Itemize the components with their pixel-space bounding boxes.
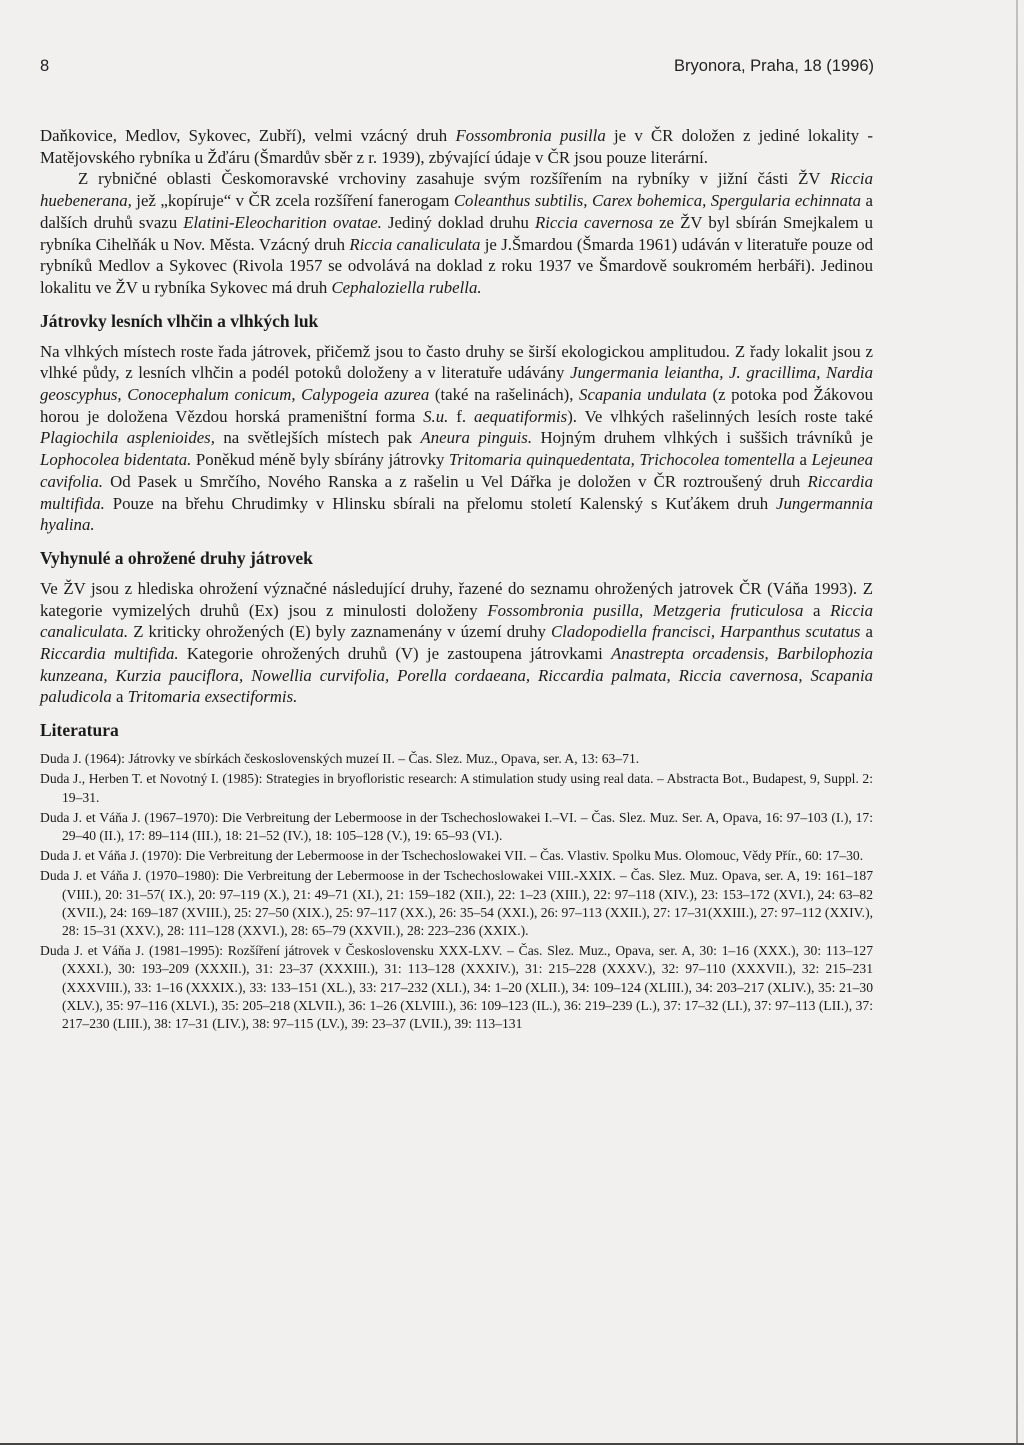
taxon-name: Jungermannia hyalina. xyxy=(40,493,873,535)
taxon-name: Riccia canaliculata xyxy=(349,234,481,254)
taxon-name: Cladopodiella francisci, Harpanthus scutatus xyxy=(550,622,861,642)
text-run: (také na rašelinách), xyxy=(429,385,580,405)
paragraph xyxy=(40,341,873,536)
running-header xyxy=(40,57,874,81)
paragraph xyxy=(40,168,873,298)
text-run: a xyxy=(111,687,128,707)
text-run: je v ČR doložen z jediné lokality - Matějovského rybníka u Žďáru (Šmardův sběr z r. 1939), zbývající údaje v ČR jsou pouze literární. xyxy=(40,126,873,167)
taxon-name: Coleanthus subtilis, Carex bohemica, Spergularia echinnata xyxy=(453,191,862,211)
taxon-name: Riccia cavernosa xyxy=(535,212,653,232)
text-run: Pouze na břehu Chrudimky v Hlinsku sbírali na přelomu století Kalenský s Kuťákem druh xyxy=(104,493,777,513)
section-heading: Játrovky lesních vlhčin a vlhkých luk xyxy=(40,310,319,331)
text-run: Daňkovice, Medlov, Sykovec, Zubří), velmi vzácný druh xyxy=(40,126,456,145)
paragraph xyxy=(40,125,873,168)
paragraph xyxy=(40,578,873,708)
taxon-name: Tritomaria exsectiformis. xyxy=(127,687,298,707)
text-run: Z rybničné oblasti Českomoravské vrchoviny zasahuje svým rozšířením na rybníky v jižní části ŽV xyxy=(78,169,831,189)
text-run: Z kriticky ohrožených (E) byly zaznamenány v území druhy xyxy=(128,622,551,642)
taxon-name: Riccardia multifida. xyxy=(40,644,179,664)
reference-item: Duda J. et Váňa J. (1967–1970): Die Verbreitung der Lebermoose in der Tschechoslowakei I.–VI. – Čas. Slez. Muz. Ser. A, Opava, 16: 97–103 (I.), 17: 29–40 (II.), 17: 89–114 (III.), 18: 21–52 (IV.), 18: 105–128 (V.), 19: 65–93 (VI.). xyxy=(40,809,873,843)
taxon-name: Fossombronia pusilla, Metzgeria fruticulosa xyxy=(487,600,804,620)
taxon-name: Riccardia multifida. xyxy=(40,471,873,513)
reference-item: Duda J. (1964): Játrovky ve sbírkách československých muzeí II. – Čas. Slez. Muz., Opava, ser. A, 13: 63–71. xyxy=(40,751,640,767)
taxon-name: Plagiochila asplenioides, xyxy=(40,428,215,448)
taxon-name: Aneura pinguis. xyxy=(420,428,533,448)
reference-item: Duda J. et Váňa J. (1981–1995): Rozšíření játrovek v Československu XXX-LXV. – Čas. Slez. Muz., Opava, ser. A, 30: 1–16 (XXX.), 30: 113–127 (XXXI.), 30: 193–209 (XXXII.), 31: 23–37 (XXXIII.), 31: 113–128 (XXXIV.), 31: 215–228 (XXXV.), 32: 97–110 (XXXVII.), 32: 215–231 (XXXVIII.), 33: 1–16 (XXXIX.), 33: 133–151 (XL.), 33: 217–232 (XLI.), 34: 1–20 (XLII.), 34: 109–124 (XLIII.), 34: 203–217 (XLIV.), 35: 21–30 (XLV.), 35: 97–116 (XLVI.), 35: 205–218 (XLVII.), 36: 1–26 (XLVIII.), 36: 109–123 (IL.), 36: 219–239 (L.), 37: 17–32 (LI.), 37: 97–113 (LII.), 37: 217–230 (LIII.), 38: 17–31 (LIV.), 38: 97–115 (LV.), 39: 23–37 (LVII.), 39: 113–131 xyxy=(40,943,873,1032)
taxon-name: Elatini-Eleocharition ovatae. xyxy=(183,212,382,232)
article-body xyxy=(40,125,873,1035)
page-edge-shadow xyxy=(1016,0,1018,1445)
taxon-name: Jungermania leiantha, J. gracillima, Nardia geoscyphus, Conocephalum conicum, Calypogeia azurea xyxy=(40,363,873,405)
text-run: Ve ŽV jsou z hlediska ohrožení význačné následující druhy, řazené do seznamu ohrožených jatrovek ČR (Váňa 1993). Z kategorie vymizelých druhů (Ex) jsou z minulosti doloženy xyxy=(40,578,873,620)
text-run: na světlejších místech pak xyxy=(214,428,421,448)
text-run: jež „kopíruje“ v ČR zcela rozšíření fanerogam xyxy=(131,191,454,211)
text-run: Jediný doklad druhu xyxy=(381,212,536,232)
taxon-name: Lophocolea bidentata. xyxy=(40,450,192,470)
taxon-name: S.u. xyxy=(423,406,449,426)
text-run: f. xyxy=(448,406,474,426)
taxon-name: Riccia canaliculata. xyxy=(40,600,873,642)
taxon-name: Riccia huebenerana, xyxy=(40,169,873,211)
taxon-name: Fossombronia pusilla xyxy=(455,126,606,145)
text-run: Na vlhkých místech roste řada játrovek, přičemž jsou to často druhy se širší ekologickou amplitudou. Z řady lokalit jsou z vlhké půdy, z lesních vlhčin a podél potoků doloženy a v literatuře udávány xyxy=(40,341,873,383)
page-number: 8 xyxy=(40,57,50,75)
text-run: a dalších druhů svazu xyxy=(40,191,873,232)
text-run: a xyxy=(860,622,873,642)
reference-list xyxy=(40,750,873,1033)
reference-item: Duda J. et Váňa J. (1970): Die Verbreitung der Lebermoose in der Tschechoslowakei VII. – Čas. Vlastiv. Spolku Mus. Olomouc, Vědy Přír., 60: 17–30. xyxy=(40,848,864,864)
text-run: a xyxy=(794,450,812,470)
taxon-name: Cephaloziella rubella. xyxy=(331,277,482,297)
text-run: je J.Šmardou (Šmarda 1961) udáván v literatuře pouze od rybníků Medlov a Sykovec (Rivola 1957 se odvolává na doklad z roku 1937 ve Šmardově soukromém herbáři). Jedinou lokalitu ve ŽV u rybníka Sykovec má druh xyxy=(40,234,873,297)
text-run: ). Ve vlhkých rašelinných lesích roste také xyxy=(567,406,873,426)
journal-citation: Bryonora, Praha, 18 (1996) xyxy=(674,57,874,75)
text-run: a xyxy=(803,600,831,620)
references-heading: Literatura xyxy=(40,720,119,741)
reference-item: Duda J., Herben T. et Novotný I. (1985): Strategies in bryofloristic research: A stimulation study using real data. – Abstracta Bot., Budapest, 9, Suppl. 2: 19–31. xyxy=(40,771,873,805)
taxon-name: Anastrepta orcadensis, Barbilophozia kunzeana, Kurzia pauciflora, Nowellia curvifolia, Porella cordaeana, Riccardia palmata, Riccia cavernosa, Scapania paludicola xyxy=(40,644,874,707)
text-run: (z potoka pod Žákovou horou je doložena Vězdou horská prameništní forma xyxy=(40,385,873,426)
taxon-name: Tritomaria quinquedentata, Trichocolea tomentella xyxy=(448,450,795,470)
text-run: Kategorie ohrožených druhů (V) je zastoupena játrovkami xyxy=(178,644,612,664)
text-run: Od Pasek u Smrčího, Nového Ranska a z rašelin u Vel Dářka je doložen v ČR roztroušený druh xyxy=(102,471,808,491)
text-run: Poněkud méně byly sbírány játrovky xyxy=(191,450,449,470)
text-run: Hojným druhem vlhkých i suššich trávníků je xyxy=(532,428,874,448)
section-heading: Vyhynulé a ohrožené druhy játrovek xyxy=(40,547,313,568)
taxon-name: aequatiformis xyxy=(473,406,568,426)
taxon-name: Scapania undulata xyxy=(579,385,707,405)
text-run: ze ŽV byl sbírán Smejkalem u rybníka Cihelňák u Nov. Města. Vzácný druh xyxy=(40,212,874,254)
reference-item: Duda J. et Váňa J. (1970–1980): Die Verbreitung der Lebermoose in der Tschechoslowakei VIII.-XXIX. – Čas. Slez. Muz. Opava, ser. A, 19: 161–187 (VIII.), 20: 31–57( IX.), 20: 97–119 (X.), 21: 49–71 (XI.), 21: 159–182 (XII.), 22: 1–23 (XIII.), 22: 97–118 (XIV.), 23: 153–172 (XVI.), 24: 63–82 (XVII.), 24: 169–187 (XVIII.), 25: 27–50 (XIX.), 25: 97–117 (XX.), 26: 35–54 (XXI.), 26: 97–113 (XXII.), 27: 17–31(XXIII.), 27: 97–112 (XXIV.), 28: 15–31 (XXV.), 28: 111–128 (XXVI.), 28: 65–79 (XXVII.), 28: 223–236 (XXIX.). xyxy=(40,868,873,938)
taxon-name: Lejeunea cavifolia. xyxy=(40,450,874,491)
